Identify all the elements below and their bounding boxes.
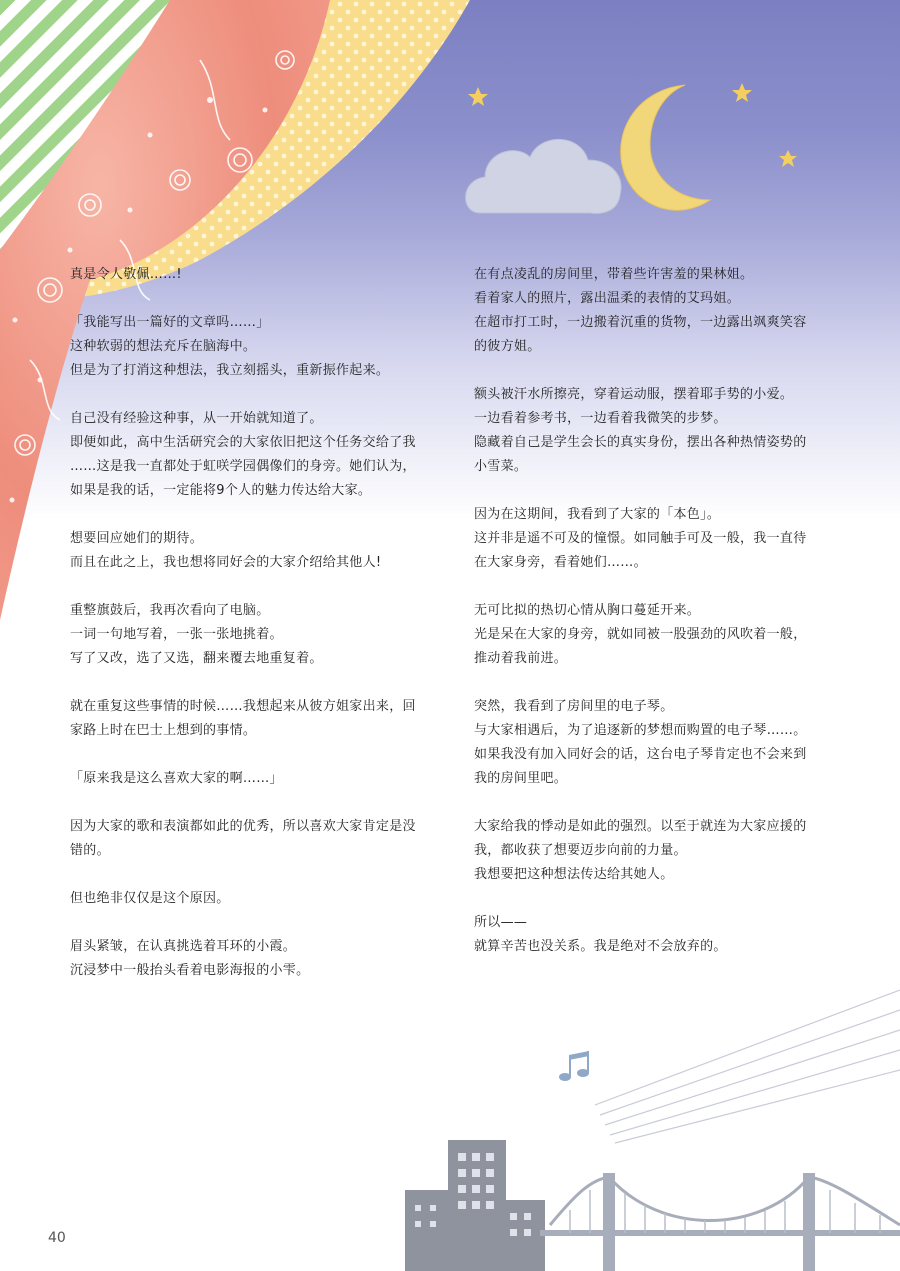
text-line: 光是呆在大家的身旁，就如同被一股强劲的风吹着一般， [474, 627, 807, 642]
text-line: 「原来我是这么喜欢大家的啊……」 [70, 771, 283, 786]
paragraph [70, 695, 440, 743]
text-line: 因为大家的歌和表演都如此的优秀，所以喜欢大家肯定是没 [70, 819, 416, 834]
cloud-icon [466, 139, 621, 213]
text-line: 家路上时在巴士上想到的事情。 [70, 723, 257, 738]
left-text-column [70, 263, 440, 1007]
text-line: 一词一句地写着，一张一张地挑着。 [70, 627, 283, 642]
text-line: 但是为了打消这种想法，我立刻摇头，重新振作起来。 [70, 363, 390, 378]
text-line: 写了又改，选了又选，翻来覆去地重复着。 [70, 651, 323, 666]
text-line: 的彼方姐。 [474, 339, 541, 354]
paragraph [70, 527, 440, 575]
star-icon [468, 87, 488, 106]
music-note-icon [559, 1051, 589, 1081]
text-line: 错的。 [70, 843, 110, 858]
star-icon [732, 83, 752, 102]
paragraph [70, 887, 440, 911]
paragraph [70, 767, 440, 791]
text-line: 因为在这期间，我看到了大家的「本色」。 [474, 507, 721, 522]
text-line: 但也绝非仅仅是这个原因。 [70, 891, 230, 906]
text-line: 即便如此，高中生活研究会的大家依旧把这个任务交给了我 [70, 435, 416, 450]
paragraph [70, 263, 440, 287]
text-line: 如果是我的话，一定能将9个人的魅力传达给大家。 [70, 483, 372, 498]
text-line: 在有点凌乱的房间里，带着些许害羞的果林姐。 [474, 267, 754, 282]
text-line: ……这是我一直都处于虹咲学园偶像们的身旁。她们认为， [70, 459, 416, 474]
text-line: 额头被汗水所擦亮，穿着运动服，摆着耶手势的小爱。 [474, 387, 794, 402]
paragraph [474, 815, 844, 887]
text-line: 我想要把这种想法传达给其她人。 [474, 867, 674, 882]
text-line: 小雪菜。 [474, 459, 528, 474]
text-line: 想要回应她们的期待。 [70, 531, 204, 546]
text-line: 在大家身旁，看着她们……。 [474, 555, 647, 570]
paragraph [474, 599, 844, 671]
right-text-column [474, 263, 844, 983]
text-line: 突然，我看到了房间里的电子琴。 [474, 699, 674, 714]
text-line: 眉头紧皱，在认真挑选着耳环的小霞。 [70, 939, 297, 954]
star-icon [779, 150, 797, 167]
text-line: 「我能写出一篇好的文章吗……」 [70, 315, 270, 330]
paragraph [70, 599, 440, 671]
text-line: 我的房间里吧。 [474, 771, 568, 786]
text-line: 就在重复这些事情的时候……我想起来从彼方姐家出来，回 [70, 699, 416, 714]
text-line: 如果我没有加入同好会的话，这台电子琴肯定也不会来到 [474, 747, 807, 762]
text-line: 隐藏着自己是学生会长的真实身份，摆出各种热情姿势的 [474, 435, 807, 450]
paragraph [474, 911, 844, 959]
text-line: 大家给我的悸动是如此的强烈。以至于就连为大家应援的 [474, 819, 807, 834]
text-line: 这种软弱的想法充斥在脑海中。 [70, 339, 257, 354]
paragraph [474, 263, 844, 359]
text-line: 真是令人敬佩……! [70, 267, 182, 282]
text-line: 这并非是遥不可及的憧憬。如同触手可及一般，我一直待 [474, 531, 807, 546]
paragraph [70, 407, 440, 503]
paragraph [474, 503, 844, 575]
text-line: 与大家相遇后，为了追逐新的梦想而购置的电子琴……。 [474, 723, 807, 738]
text-line: 自己没有经验这种事，从一开始就知道了。 [70, 411, 323, 426]
text-line: 我，都收获了想要迈步向前的力量。 [474, 843, 687, 858]
text-line: 推动着我前进。 [474, 651, 568, 666]
city-bridge-decoration [400, 1135, 900, 1271]
text-line: 一边看着参考书，一边看着我微笑的步梦。 [474, 411, 727, 426]
bridge-icon [540, 1175, 900, 1271]
text-line: 在超市打工时，一边搬着沉重的货物，一边露出飒爽笑容 [474, 315, 807, 330]
text-line: 沉浸梦中一般抬头看着电影海报的小雫。 [70, 963, 310, 978]
paragraph [70, 815, 440, 863]
paragraph [70, 311, 440, 383]
music-staff-decoration [555, 985, 900, 1145]
text-line: 而且在此之上，我也想将同好会的大家介绍给其他人! [70, 555, 382, 570]
text-line: 所以—— [474, 915, 528, 930]
paragraph [70, 935, 440, 983]
moon-icon [621, 85, 710, 210]
text-line: 看着家人的照片，露出温柔的表情的艾玛姐。 [474, 291, 741, 306]
paragraph [474, 383, 844, 479]
paragraph [474, 695, 844, 791]
page-number: 40 [48, 1230, 66, 1246]
text-line: 重整旗鼓后，我再次看向了电脑。 [70, 603, 270, 618]
text-line: 就算辛苦也没关系。我是绝对不会放弃的。 [474, 939, 727, 954]
moon-and-stars-decoration [460, 75, 820, 225]
text-line: 无可比拟的热切心情从胸口蔓延开来。 [474, 603, 701, 618]
